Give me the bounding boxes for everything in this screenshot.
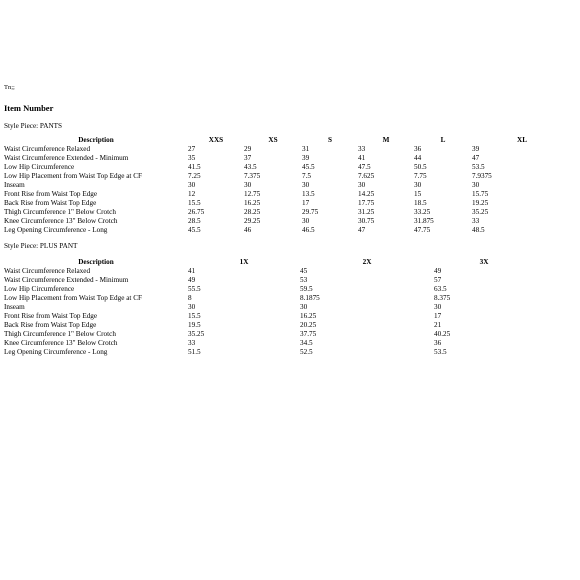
row-description: Waist Circumference Extended - Minimum [4,276,129,284]
size-value: 31.25 [358,208,375,216]
row-description: Back Rise from Waist Top Edge [4,321,97,329]
table-header-row [4,136,572,145]
size-value: 45 [300,267,308,275]
column-header: 1X [239,258,249,266]
size-value: 33.25 [414,208,431,216]
size-value: 45.5 [188,226,201,234]
size-value: 19.25 [472,199,489,207]
table-row [4,154,572,163]
table-row [4,217,572,226]
column-header: 3X [479,258,489,266]
size-value: 15.5 [188,312,201,320]
column-header: XXS [208,136,224,144]
size-value: 7.75 [414,172,427,180]
header-mark: Tn;; [4,84,15,91]
row-description: Low Hip Circumference [4,285,75,293]
row-description: Back Rise from Waist Top Edge [4,199,97,207]
table-row [4,190,572,199]
table-row [4,163,572,172]
table-row [4,285,534,294]
table-row [4,199,572,208]
row-description: Waist Circumference Extended - Minimum [4,154,129,162]
size-value: 39 [472,145,480,153]
size-value: 35.25 [472,208,489,216]
size-value: 27 [188,145,196,153]
size-value: 30.75 [358,217,375,225]
size-value: 35.25 [188,330,205,338]
size-value: 7.5 [302,172,311,180]
size-value: 26.75 [188,208,205,216]
row-description: Front Rise from Waist Top Edge [4,312,98,320]
size-value: 41.5 [188,163,201,171]
row-description: Thigh Circumference 1" Below Crotch [4,330,116,338]
table-row [4,145,572,154]
size-value: 12 [188,190,196,198]
size-value: 17 [302,199,310,207]
size-value: 39 [302,154,310,162]
size-value: 45.5 [302,163,315,171]
item-number-heading: Item Number [4,103,54,113]
style-piece-plus: Style Piece: PLUS PANT [4,242,78,250]
size-value: 30 [300,303,308,311]
size-value: 41 [358,154,366,162]
size-value: 30 [472,181,480,189]
size-value: 7.25 [188,172,201,180]
size-value: 35 [188,154,196,162]
size-value: 47.75 [414,226,431,234]
size-value: 18.5 [414,199,427,207]
size-value: 47 [358,226,366,234]
pants-table-body [4,145,572,235]
size-value: 30 [434,303,442,311]
size-value: 13.5 [302,190,315,198]
table-row [4,294,534,303]
table-row [4,181,572,190]
size-value: 7.625 [358,172,375,180]
size-value: 31.875 [414,217,434,225]
size-value: 30 [414,181,422,189]
size-value: 28.25 [244,208,261,216]
size-value: 17 [434,312,442,320]
size-value: 29 [244,145,252,153]
style-piece-pants: Style Piece: PANTS [4,122,63,130]
size-value: 30 [302,181,310,189]
plus-size-table [4,258,534,357]
size-value: 17.75 [358,199,375,207]
size-value: 36 [434,339,442,347]
row-description: Knee Circumference 13" Below Crotch [4,339,118,347]
table-row [4,339,534,348]
size-value: 30 [358,181,366,189]
size-value: 46 [244,226,252,234]
table-row [4,303,534,312]
table-row [4,312,534,321]
size-value: 50.5 [414,163,427,171]
table-row [4,330,534,339]
row-description: Thigh Circumference 1" Below Crotch [4,208,116,216]
size-value: 15 [414,190,422,198]
size-value: 21 [434,321,442,329]
table-row [4,276,534,285]
size-value: 14.25 [358,190,375,198]
row-description: Low Hip Circumference [4,163,75,171]
size-value: 33 [472,217,480,225]
size-value: 16.25 [244,199,261,207]
size-value: 48.5 [472,226,485,234]
size-value: 53.5 [472,163,485,171]
row-description: Inseam [4,303,25,311]
column-header: M [382,136,390,144]
row-description: Waist Circumference Relaxed [4,267,91,275]
table-row [4,226,572,235]
table-row [4,267,534,276]
size-value: 15.75 [472,190,489,198]
size-value: 7.375 [244,172,261,180]
size-value: 37 [244,154,252,162]
size-value: 30 [188,181,196,189]
size-value: 20.25 [300,321,317,329]
size-value: 29.75 [302,208,319,216]
column-header: 2X [362,258,372,266]
size-value: 52.5 [300,348,313,356]
table-row [4,208,572,217]
size-value: 15.5 [188,199,201,207]
size-value: 8 [188,294,192,302]
plus-table-body [4,267,534,357]
row-description: Inseam [4,181,25,189]
size-value: 28.5 [188,217,201,225]
table-row [4,321,534,330]
column-header: XS [268,136,278,144]
size-value: 34.5 [300,339,313,347]
size-value: 47 [472,154,480,162]
size-value: 49 [434,267,442,275]
row-description: Leg Opening Circumference - Long [4,226,108,234]
table-row [4,172,572,181]
size-value: 30 [302,217,310,225]
size-value: 53.5 [434,348,447,356]
size-value: 29.25 [244,217,261,225]
size-value: 8.1875 [300,294,320,302]
size-value: 63.5 [434,285,447,293]
size-value: 51.5 [188,348,201,356]
size-value: 49 [188,276,196,284]
size-value: 30 [188,303,196,311]
column-header: Description [78,258,114,266]
size-value: 36 [414,145,422,153]
size-value: 40.25 [434,330,451,338]
column-header: L [440,136,446,144]
size-value: 37.75 [300,330,317,338]
row-description: Leg Opening Circumference - Long [4,348,108,356]
size-value: 57 [434,276,442,284]
size-value: 46.5 [302,226,315,234]
column-header: XL [517,136,527,144]
size-value: 55.5 [188,285,201,293]
size-value: 44 [414,154,422,162]
row-description: Low Hip Placement from Waist Top Edge at CF [4,294,142,302]
size-value: 19.5 [188,321,201,329]
size-value: 8.375 [434,294,451,302]
size-value: 7.9375 [472,172,492,180]
table-row [4,348,534,357]
size-value: 41 [188,267,196,275]
row-description: Front Rise from Waist Top Edge [4,190,98,198]
size-value: 33 [188,339,196,347]
size-value: 30 [244,181,252,189]
size-value: 33 [358,145,366,153]
size-value: 53 [300,276,308,284]
table-header-row [4,258,534,267]
size-value: 16.25 [300,312,317,320]
row-description: Low Hip Placement from Waist Top Edge at CF [4,172,142,180]
size-value: 43.5 [244,163,257,171]
size-value: 59.5 [300,285,313,293]
row-description: Knee Circumference 13" Below Crotch [4,217,118,225]
row-description: Waist Circumference Relaxed [4,145,91,153]
column-header: S [328,136,332,144]
size-value: 12.75 [244,190,261,198]
pants-size-table [4,136,572,235]
size-value: 31 [302,145,310,153]
size-value: 47.5 [358,163,371,171]
column-header: Description [78,136,114,144]
